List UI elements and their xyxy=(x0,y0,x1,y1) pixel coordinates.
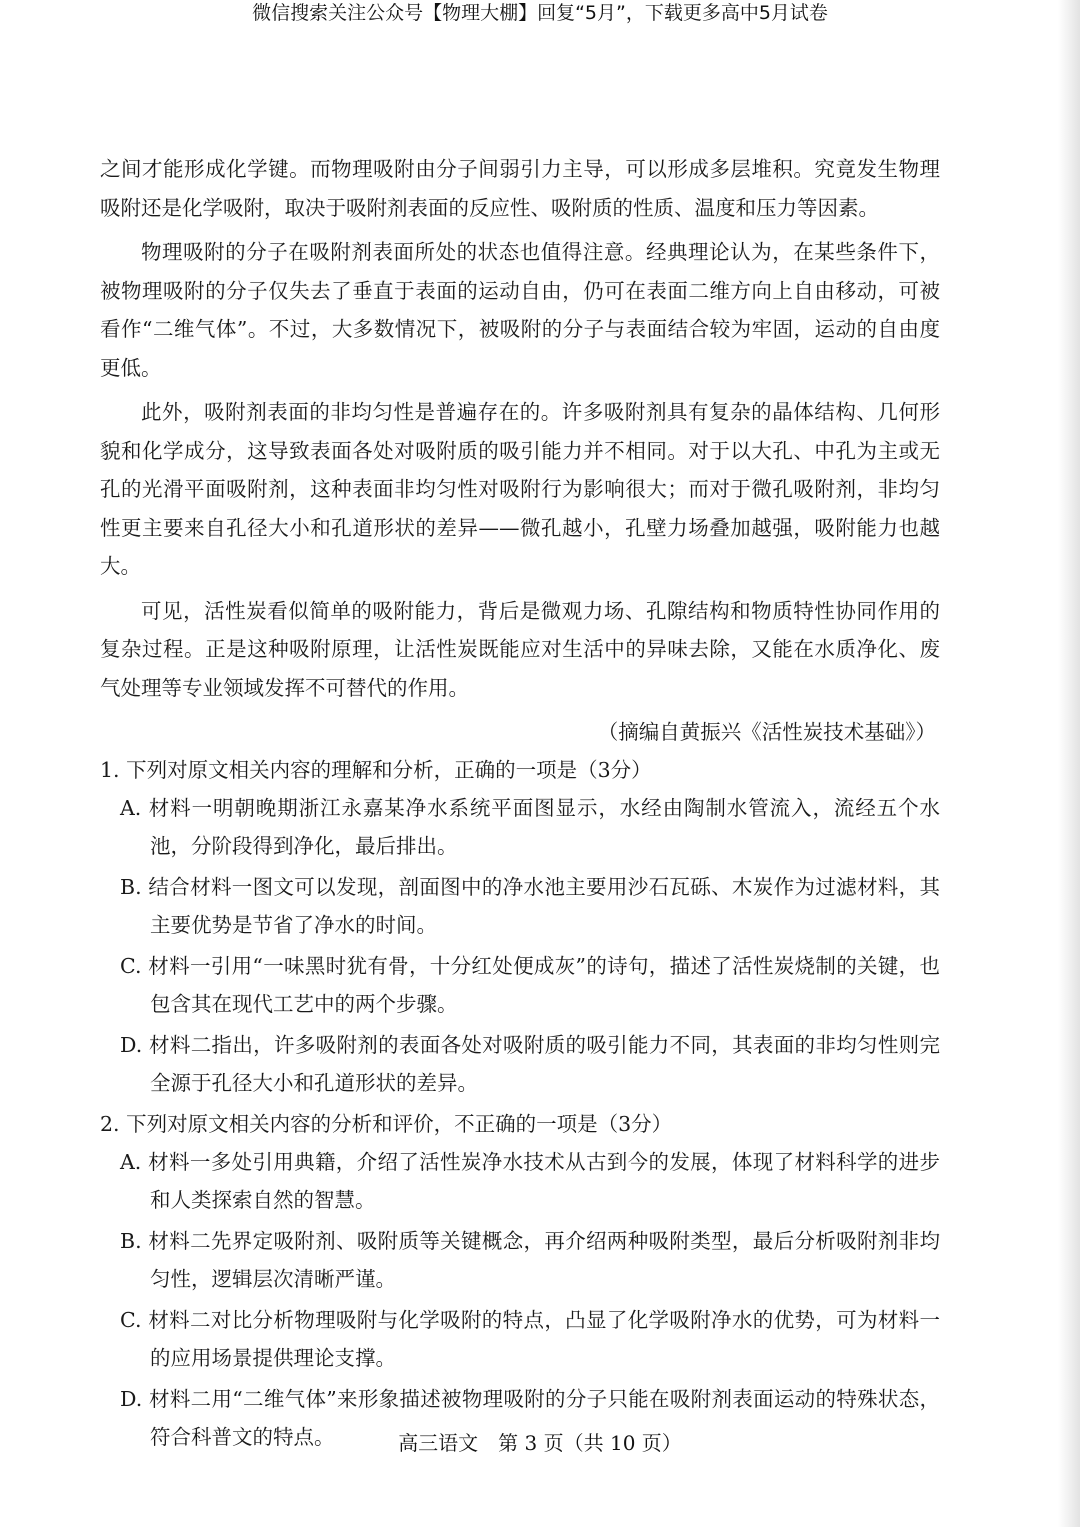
paragraph: 此外，吸附剂表面的非均匀性是普遍存在的。许多吸附剂具有复杂的晶体结构、几何形貌和化学成分，这导致表面各处对吸附质的吸引能力并不相同。对于以大孔、中孔为主或无孔的光滑平面吸附剂，这种表面非均匀性对吸附行为影响很大；而对于微孔吸附剂，非均匀性更主要来自孔径大小和孔道形状的差异——微孔越小，孔壁力场叠加越强，吸附能力也越大。 xyxy=(100,400,940,578)
option-c: C. 材料二对比分析物理吸附与化学吸附的特点，凸显了化学吸附净水的优势，可为材料一的应用场景提供理论支撑。 xyxy=(120,1308,940,1370)
page-content xyxy=(100,150,940,1459)
paragraph: 之间才能形成化学键。而物理吸附由分子间弱引力主导，可以形成多层堆积。究竟发生物理吸附还是化学吸附，取决于吸附剂表面的反应性、吸附质的性质、温度和压力等因素。 xyxy=(100,157,940,220)
question-1 xyxy=(100,751,940,1102)
option-c: C. 材料一引用“一味黑时犹有骨，十分红处便成灰”的诗句，描述了活性炭烧制的关键，也包含其在现代工艺中的两个步骤。 xyxy=(120,954,940,1016)
option-b: B. 结合材料一图文可以发现，剖面图中的净水池主要用沙石瓦砾、木炭作为过滤材料，其主要优势是节省了净水的时间。 xyxy=(120,875,940,937)
question-stem: 1. 下列对原文相关内容的理解和分析，正确的一项是（3分） xyxy=(100,758,652,782)
paragraph: 可见，活性炭看似简单的吸附能力，背后是微观力场、孔隙结构和物质特性协同作用的复杂过程。正是这种吸附原理，让活性炭既能应对生活中的异味去除，又能在水质净化、废气处理等专业领域发挥不可替代的作用。 xyxy=(100,598,940,700)
page-footer: 高三语文 第 3 页（共 10 页） xyxy=(398,1431,682,1455)
option-b: B. 材料二先界定吸附剂、吸附质等关键概念，再介绍两种吸附类型，最后分析吸附剂非均匀性，逻辑层次清晰严谨。 xyxy=(120,1229,940,1291)
option-a: A. 材料一明朝晚期浙江永嘉某净水系统平面图显示，水经由陶制水管流入，流经五个水池，分阶段得到净化，最后排出。 xyxy=(120,796,940,858)
source-citation: （摘编自黄振兴《活性炭技术基础》） xyxy=(597,720,936,744)
question-stem: 2. 下列对原文相关内容的分析和评价，不正确的一项是（3分） xyxy=(100,1112,673,1136)
option-d: D. 材料二指出，许多吸附剂的表面各处对吸附质的吸引能力不同，其表面的非均匀性则完全源于孔径大小和孔道形状的差异。 xyxy=(120,1033,940,1095)
paragraph: 物理吸附的分子在吸附剂表面所处的状态也值得注意。经典理论认为，在某些条件下，被物理吸附的分子仅失去了垂直于表面的运动自由，仍可在表面二维方向上自由移动，可被看作“二维气体”。不过，大多数情况下，被吸附的分子与表面结合较为牢固，运动的自由度更低。 xyxy=(100,240,940,380)
option-a: A. 材料一多处引用典籍，介绍了活性炭净水技术从古到今的发展，体现了材料科学的进步和人类探索自然的智慧。 xyxy=(120,1150,940,1212)
page-edge-shadow xyxy=(1058,0,1080,1527)
promo-banner: 微信搜索关注公众号【物理大棚】回复“5月”，下载更多高中5月试卷 xyxy=(252,2,828,24)
question-2 xyxy=(100,1105,940,1456)
option-d: D. 材料二用“二维气体”来形象描述被物理吸附的分子只能在吸附剂表面运动的特殊状态，符合科普文的特点。 xyxy=(120,1387,940,1449)
